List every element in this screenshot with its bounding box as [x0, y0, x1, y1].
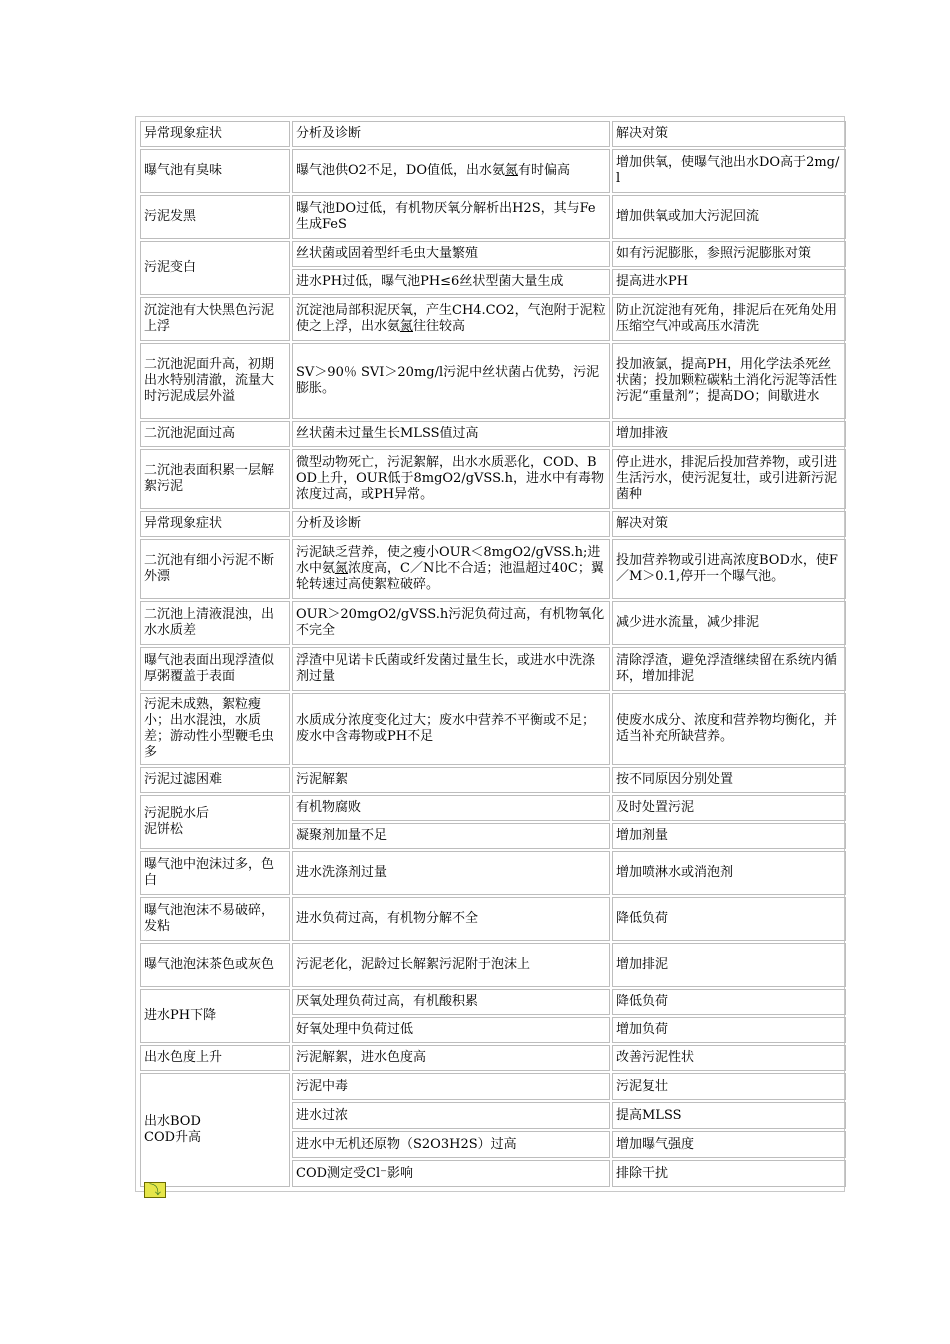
solution-cell: 增加喷淋水或消泡剂	[612, 851, 846, 895]
symptom-cell: 二沉池有细小污泥不断外漂	[140, 539, 290, 599]
symptom-cell: 污泥未成熟，絮粒瘦小；出水混浊，水质差；游动性小型鞭毛虫多	[140, 693, 290, 765]
solution-cell: 及时处置污泥	[612, 795, 846, 821]
symptom-cell: 曝气池表面出现浮渣似厚粥覆盖于表面	[140, 647, 290, 691]
symptom-cell: 曝气池泡沫茶色或灰色	[140, 943, 290, 987]
symptom-cell: 污泥变白	[140, 241, 290, 295]
analysis-cell: 污泥中毒	[292, 1073, 610, 1100]
analysis-cell: 进水过浓	[292, 1102, 610, 1129]
solution-cell: 改善污泥性状	[612, 1045, 846, 1071]
analysis-cell: 丝状菌或固着型纤毛虫大量繁殖	[292, 241, 610, 267]
analysis-cell: 凝聚剂加量不足	[292, 823, 610, 849]
solution-cell: 增加负荷	[612, 1017, 846, 1043]
analysis-cell: 浮渣中见诺卡氏菌或纤发菌过量生长，或进水中洗涤剂过量	[292, 647, 610, 691]
table-row	[140, 851, 846, 895]
solution-cell: 停止进水，排泥后投加营养物，或引进生活污水，使污泥复壮，或引进新污泥菌种	[612, 449, 846, 509]
arrow-icon[interactable]	[144, 1182, 166, 1198]
table-row	[140, 989, 846, 1015]
table-header-row	[140, 121, 846, 147]
analysis-cell: 微型动物死亡，污泥絮解，出水水质恶化，COD、BOD上升，OUR低于8mgO2/gVSS.h，进水中有毒物浓度过高，或PH异常。	[292, 449, 610, 509]
solution-cell: 增加剂量	[612, 823, 846, 849]
table-row	[140, 647, 846, 691]
symptom-cell: 沉淀池有大快黑色污泥上浮	[140, 297, 290, 341]
solution-cell: 使废水成分、浓度和营养物均衡化，并适当补充所缺营养。	[612, 693, 846, 765]
solution-cell: 降低负荷	[612, 897, 846, 941]
table-header-row	[140, 511, 846, 537]
analysis-cell: 好氧处理中负荷过低	[292, 1017, 610, 1043]
fault-diagnosis-table	[138, 119, 848, 1189]
header-analysis: 分析及诊断	[292, 121, 610, 147]
solution-cell: 增加供氧或加大污泥回流	[612, 195, 846, 239]
solution-cell: 清除浮渣，避免浮渣继续留在系统内循环，增加排泥	[612, 647, 846, 691]
table-row	[140, 767, 846, 793]
solution-cell: 提高进水PH	[612, 269, 846, 295]
header-symptom: 异常现象症状	[140, 511, 290, 537]
analysis-cell: 进水洗涤剂过量	[292, 851, 610, 895]
solution-cell: 按不同原因分别处置	[612, 767, 846, 793]
solution-cell: 如有污泥膨胀，参照污泥膨胀对策	[612, 241, 846, 267]
symptom-cell: 污泥过滤困难	[140, 767, 290, 793]
solution-cell: 增加曝气强度	[612, 1131, 846, 1158]
symptom-cell: 曝气池中泡沫过多，色白	[140, 851, 290, 895]
analysis-cell: COD测定受Cl⁻影响	[292, 1160, 610, 1187]
solution-cell: 增加供氧，使曝气池出水DO高于2mg/l	[612, 149, 846, 193]
analysis-cell: 水质成分浓度变化过大；废水中营养不平衡或不足；废水中含毒物或PH不足	[292, 693, 610, 765]
analysis-cell: 有机物腐败	[292, 795, 610, 821]
solution-cell: 增加排液	[612, 421, 846, 447]
table-row	[140, 421, 846, 447]
table-row	[140, 343, 846, 419]
table-row	[140, 897, 846, 941]
table-row	[140, 693, 846, 765]
analysis-cell: 曝气池供O2不足，DO值低，出水氨氮有时偏高	[292, 149, 610, 193]
solution-cell: 增加排泥	[612, 943, 846, 987]
analysis-cell: 曝气池DO过低，有机物厌氧分解析出H2S，其与Fe生成FeS	[292, 195, 610, 239]
solution-cell: 提高MLSS	[612, 1102, 846, 1129]
header-analysis: 分析及诊断	[292, 511, 610, 537]
solution-cell: 减少进水流量，减少排泥	[612, 601, 846, 645]
table-row	[140, 297, 846, 341]
solution-cell: 排除干扰	[612, 1160, 846, 1187]
solution-cell: 防止沉淀池有死角，排泥后在死角处用压缩空气冲或高压水清洗	[612, 297, 846, 341]
symptom-cell: 二沉池泥面过高	[140, 421, 290, 447]
table-row	[140, 149, 846, 193]
symptom-cell: 二沉池泥面升高，初期出水特别清澈，流量大时污泥成层外溢	[140, 343, 290, 419]
symptom-cell: 曝气池有臭味	[140, 149, 290, 193]
analysis-cell: 厌氧处理负荷过高，有机酸积累	[292, 989, 610, 1015]
solution-cell: 投加液氯，提高PH，用化学法杀死丝状菌；投加颗粒碳粘土消化污泥等活性污泥“重量剂”；提高DO；间歇进水	[612, 343, 846, 419]
analysis-cell: 污泥老化，泥龄过长解絮污泥附于泡沫上	[292, 943, 610, 987]
analysis-cell: OUR＞20mgO2/gVSS.h污泥负荷过高，有机物氧化不完全	[292, 601, 610, 645]
symptom-cell: 出水色度上升	[140, 1045, 290, 1071]
symptom-cell: 二沉池表面积累一层解絮污泥	[140, 449, 290, 509]
analysis-cell: 污泥解絮	[292, 767, 610, 793]
symptom-cell: 出水BOD COD升高	[140, 1073, 290, 1187]
analysis-cell: 沉淀池局部积泥厌氧，产生CH4.CO2，气泡附于泥粒使之上浮，出水氨氮往往较高	[292, 297, 610, 341]
table-row	[140, 943, 846, 987]
analysis-cell: 污泥缺乏营养，使之瘦小OUR＜8mgO2/gVSS.h;进水中氨氮浓度高，C／N比不合适；池温超过40C；翼轮转速过高使絮粒破碎。	[292, 539, 610, 599]
header-solution: 解决对策	[612, 511, 846, 537]
arrow-icon-glyph: ⤵	[149, 1183, 162, 1197]
analysis-cell: 进水中无机还原物（S2O3H2S）过高	[292, 1131, 610, 1158]
fault-table-container	[135, 116, 845, 1192]
analysis-cell: 丝状菌未过量生长MLSS值过高	[292, 421, 610, 447]
analysis-cell: 进水负荷过高，有机物分解不全	[292, 897, 610, 941]
symptom-cell: 污泥脱水后 泥饼松	[140, 795, 290, 849]
table-row	[140, 1073, 846, 1100]
symptom-cell: 进水PH下降	[140, 989, 290, 1043]
header-solution: 解决对策	[612, 121, 846, 147]
symptom-cell: 污泥发黑	[140, 195, 290, 239]
symptom-cell: 曝气池泡沫不易破碎，发粘	[140, 897, 290, 941]
table-row	[140, 449, 846, 509]
analysis-cell: SV＞90％ SVI＞20mg/l污泥中丝状菌占优势，污泥膨胀。	[292, 343, 610, 419]
table-row	[140, 195, 846, 239]
solution-cell: 降低负荷	[612, 989, 846, 1015]
header-symptom: 异常现象症状	[140, 121, 290, 147]
table-row	[140, 795, 846, 821]
symptom-cell: 二沉池上清液混浊，出水水质差	[140, 601, 290, 645]
solution-cell: 污泥复壮	[612, 1073, 846, 1100]
solution-cell: 投加营养物或引进高浓度BOD水，使F／M＞0.1,停开一个曝气池。	[612, 539, 846, 599]
table-row	[140, 241, 846, 267]
analysis-cell: 进水PH过低，曝气池PH≤6丝状型菌大量生成	[292, 269, 610, 295]
table-row	[140, 539, 846, 599]
analysis-cell: 污泥解絮，进水色度高	[292, 1045, 610, 1071]
table-row	[140, 601, 846, 645]
table-row	[140, 1045, 846, 1071]
